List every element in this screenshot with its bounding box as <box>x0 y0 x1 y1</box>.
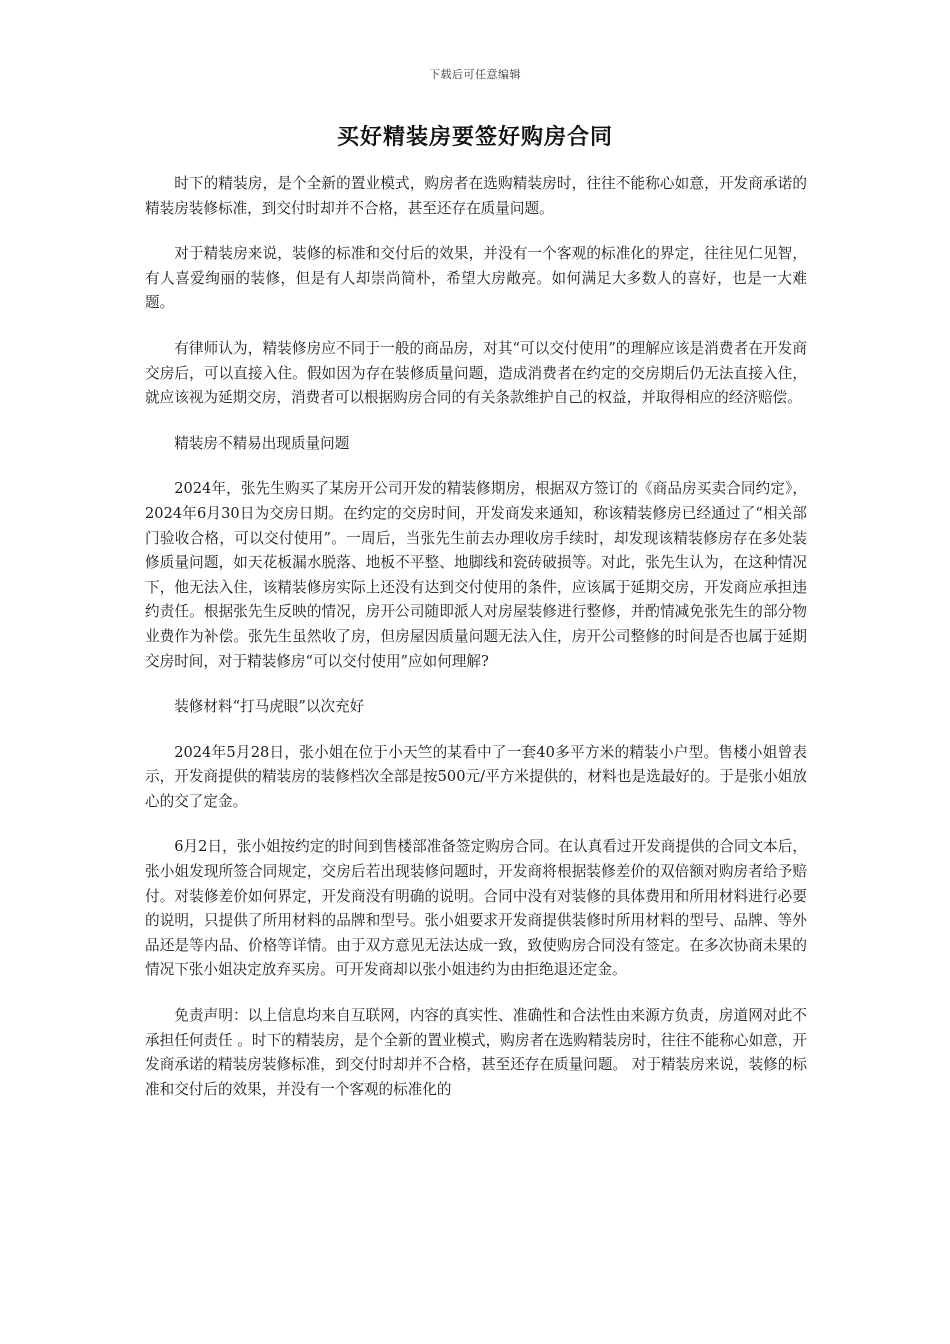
section-heading-materials: 装修材料“打马虎眼”以次充好 <box>174 698 365 716</box>
paragraph-lawyer-opinion: 有律师认为，精装修房应不同于一般的商品房，对其“可以交付使用”的理解应该是消费者在开发商交房后，可以直接入住。假如因为存在装修质量问题，造成消费者在约定的交房期后仍无法直接入住，就应该视为延期交房，消费者可以根据购房合同的有关条款维护自己的权益，并取得相应的经济赔偿。 <box>145 339 807 407</box>
paragraph-disclaimer: 免责声明：以上信息均来自互联网，内容的真实性、准确性和合法性由来源方负责，房道网对此不承担任何责任 。时下的精装房，是个全新的置业模式，购房者在选购精装房时，往往不能称心如意，开发商承诺的精装房装修标准，到交付时却并不合格，甚至还存在质量问题。 对于精装房来说，装修的标准和交付后的效果，并没有一个客观的标准化的 <box>145 1007 807 1098</box>
section-heading-quality: 精装房不精易出现质量问题 <box>174 434 350 452</box>
page-title: 买好精装房要签好购房合同 <box>336 124 613 150</box>
article-body <box>145 172 807 1123</box>
paragraph-standards: 对于精装房来说，装修的标准和交付后的效果，并没有一个客观的标准化的界定，往往见仁见智，有人喜爱绚丽的装修，但是有人却崇尚简朴，希望大房敞亮。如何满足大多数人的喜好，也是一大难题。 <box>145 245 807 312</box>
paragraph-case-zhang-xiansheng: 2024年，张先生购买了某房开公司开发的精装修期房，根据双方签订的《商品房买卖合同约定》，2024年6月30日为交房日期。在约定的交房时间，开发商发来通知，称该精装修房已经通过了“相关部门验收合格，可以交付使用”。一周后，当张先生前去办理收房手续时，却发现该精装修房存在多处装修质量问题，如天花板漏水脱落、地板不平整、地脚线和瓷砖破损等。对此，张先生认为，在这种情况下，他无法入住，该精装修房实际上还没有达到交付使用的条件，应该属于延期交房，开发商应承担违约责任。根据张先生反映的情况，房开公司随即派人对房屋装修进行整修，并酌情减免张先生的部分物业费作为补偿。张先生虽然收了房，但房屋因质量问题无法入住，房开公司整修的时间是否也属于延期交房时间，对于精装修房“可以交付使用”应如何理解? <box>145 480 807 670</box>
paragraph-intro: 时下的精装房，是个全新的置业模式，购房者在选购精装房时，往往不能称心如意，开发商承诺的精装房装修标准，到交付时却并不合格，甚至还存在质量问题。 <box>145 175 807 217</box>
header-note: 下载后可任意编辑 <box>429 68 521 81</box>
paragraph-contract-dispute: 6月2日，张小姐按约定的时间到售楼部准备签定购房合同。在认真看过开发商提供的合同文本后，张小姐发现所签合同规定，交房后若出现装修问题时，开发商将根据装修差价的双倍额对购房者给予赔付。对装修差价如何界定，开发商没有明确的说明。合同中没有对装修的具体费用和所用材料进行必要的说明，只提供了所用材料的品牌和型号。张小姐要求开发商提供装修时所用材料的型号、品牌、等外品还是等内品、价格等详情。由于双方意见无法达成一致，致使购房合同没有签定。在多次协商未果的情况下张小姐决定放弃买房。可开发商却以张小姐违约为由拒绝退还定金。 <box>145 838 807 979</box>
paragraph-case-zhang-xiaojie: 2024年5月28日，张小姐在位于小天竺的某看中了一套40多平方米的精装小户型。售楼小姐曾表示，开发商提供的精装房的装修档次全部是按500元/平方米提供的，材料也是选最好的。于是张小姐放心的交了定金。 <box>145 743 807 810</box>
